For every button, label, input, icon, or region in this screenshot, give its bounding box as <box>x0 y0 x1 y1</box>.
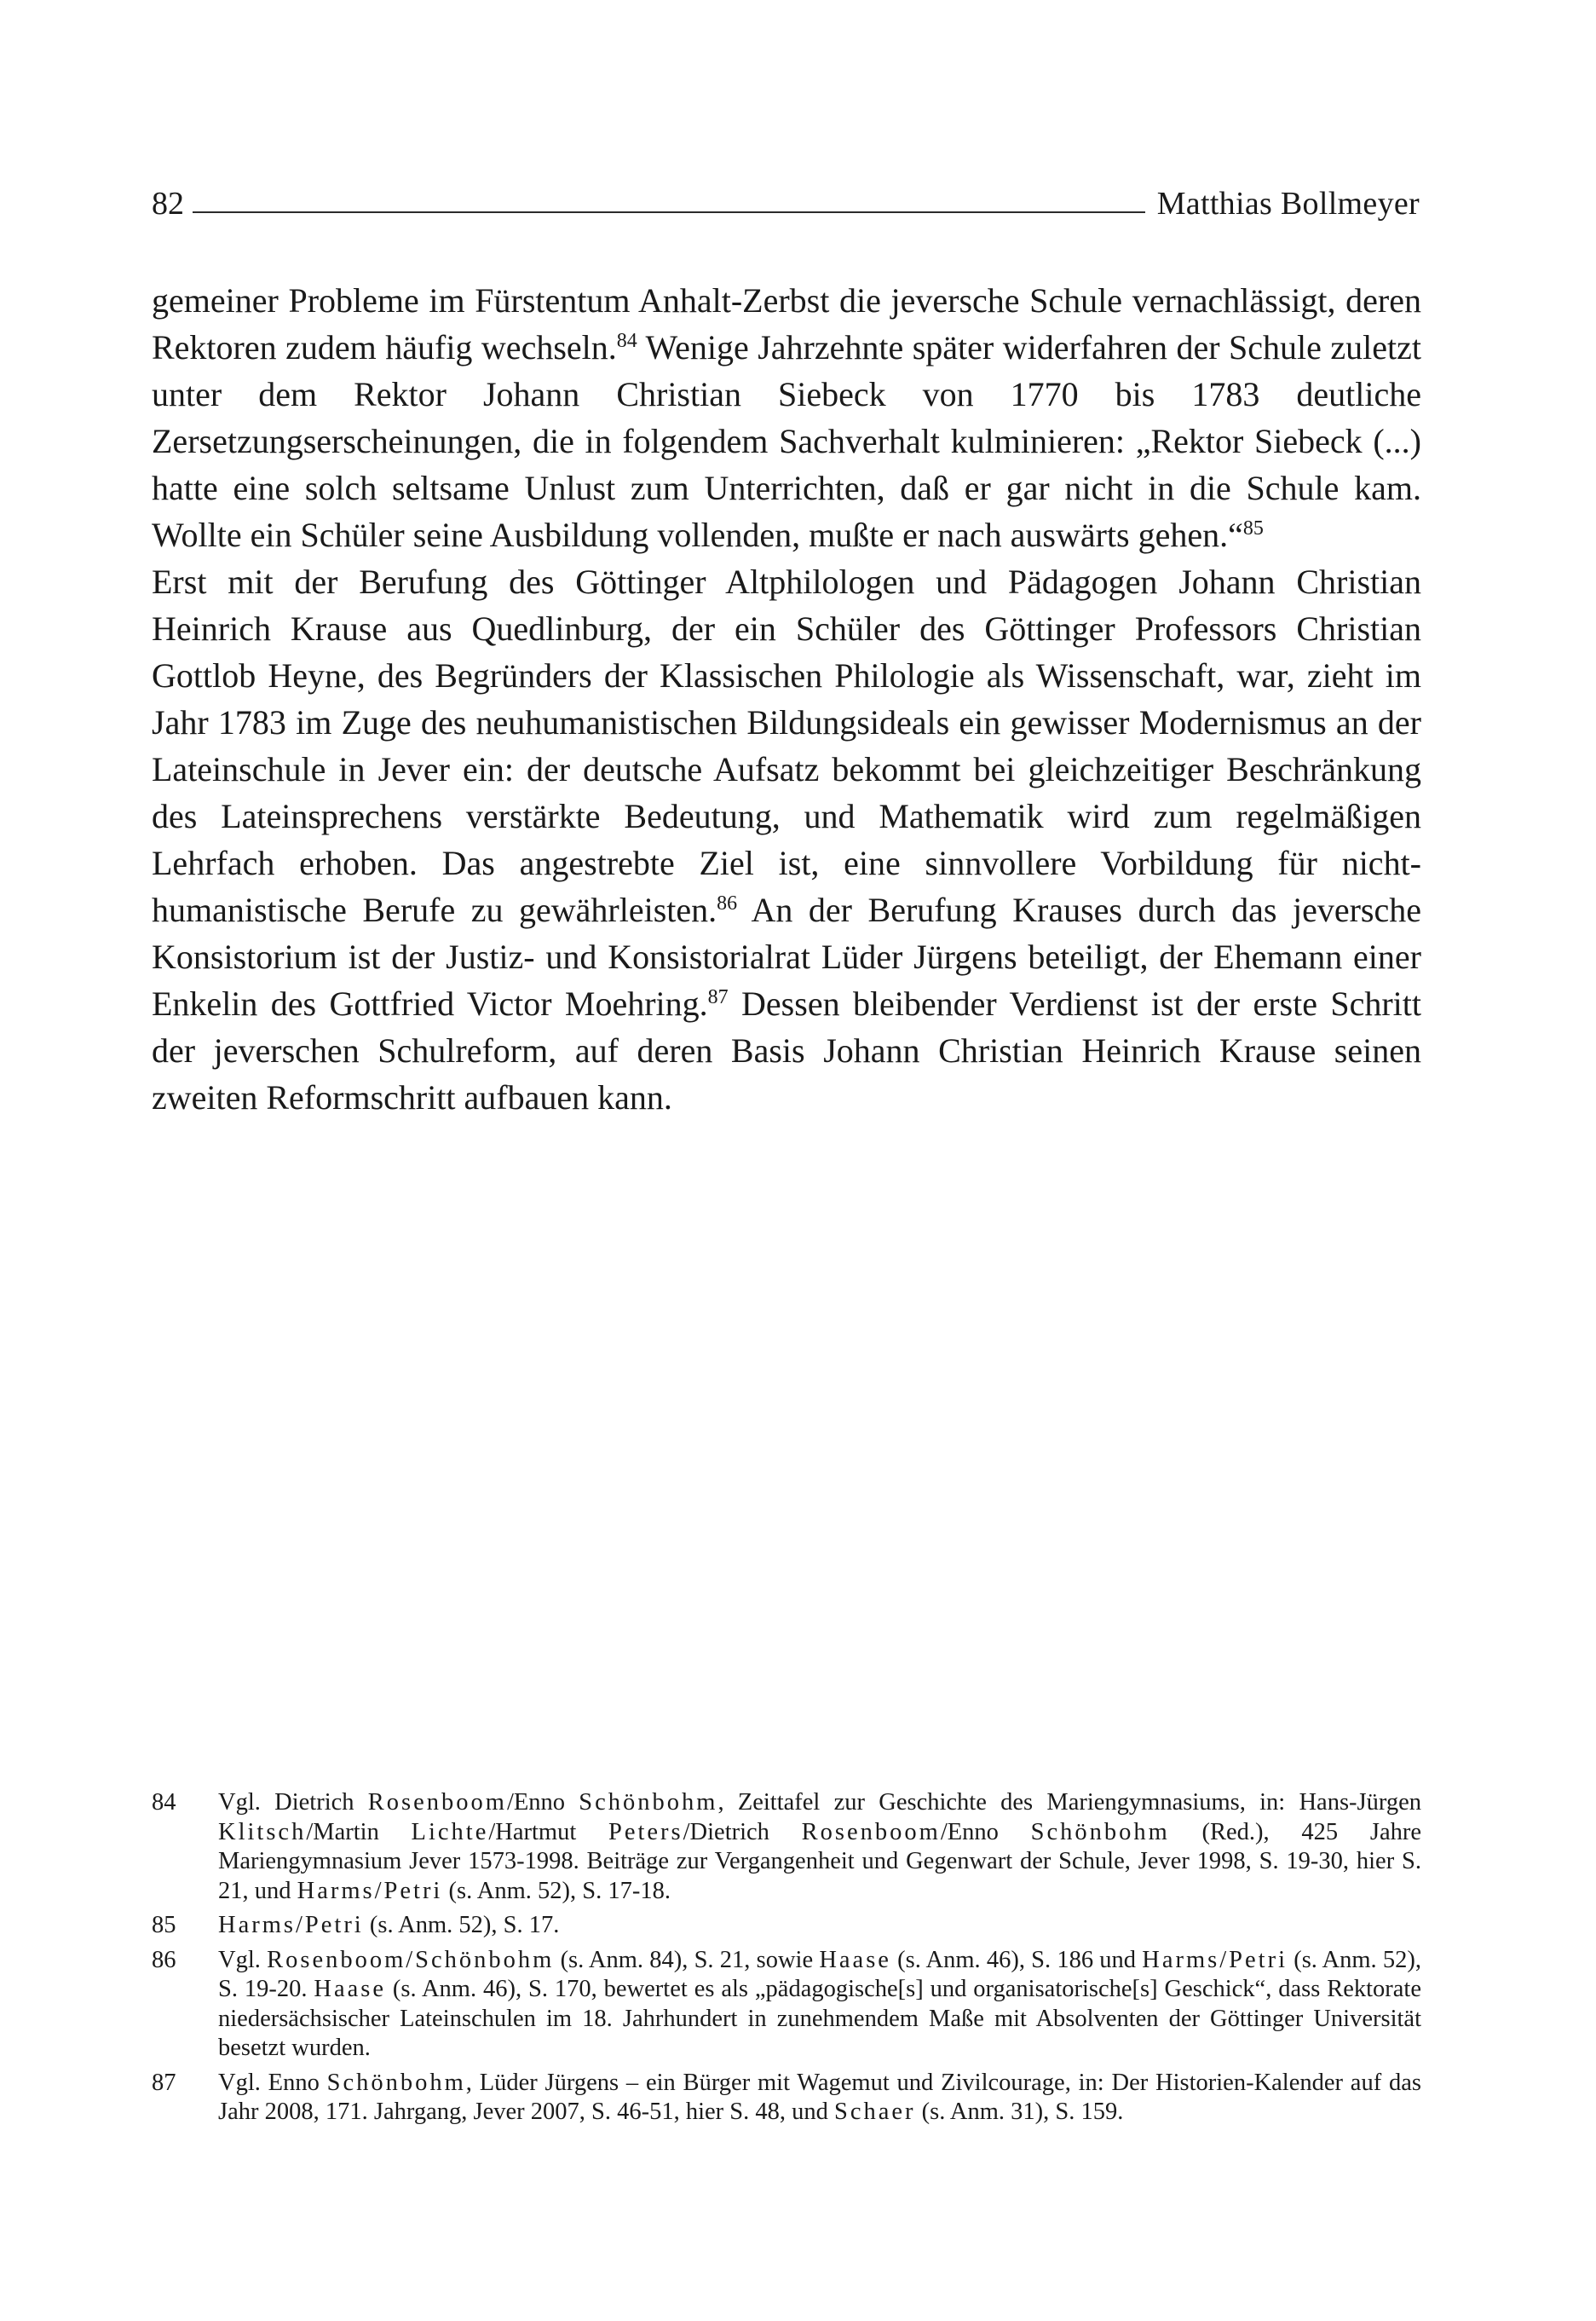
paragraph-2-part-a: Erst mit der Berufung des Göttinger Altphilologen und Pädagogen Johann Christian Heinrich Krause aus Quedlinburg, der ein Schüler des Göttinger Professors Christian Gottlob Heyne, des Begründers der Klassischen Philologie als Wissenschaft, war, zieht im Jahr 1783 im Zuge des neuhumanistischen Bildungsideals ein gewisser Modernismus an der Lateinschule in Jever ein: der deutsche Aufsatz bekommt bei gleichzeitiger Beschränkung des Lateinsprechens verstärkte Bedeutung, und Mathematik wird zum regelmäßigen Lehrfach erhoben. Das angestrebte Ziel ist, eine sinnvollere Vorbildung für nicht-humanistische Berufe zu gewährleisten. <box>152 563 1421 929</box>
fn-author: Harms/Petri <box>297 1877 443 1904</box>
fn-author: Haase <box>819 1946 891 1973</box>
fn-text: /Enno <box>940 1818 1031 1845</box>
fn-author: Peters <box>608 1818 683 1845</box>
fn-author: Schönbohm <box>326 2069 466 2096</box>
footnote-ref-85[interactable]: 85 <box>1242 517 1264 540</box>
footnote-number: 87 <box>152 2069 176 2096</box>
fn-author: Rosenboom <box>367 1789 507 1816</box>
fn-author: Haase <box>314 1976 387 2002</box>
fn-author: Lichte <box>411 1818 489 1845</box>
fn-author: Rosenboom/Schönbohm <box>267 1946 555 1973</box>
fn-text: (s. Anm. 52), S. 17-18. <box>442 1877 671 1904</box>
footnote-number: 85 <box>152 1912 176 1938</box>
paragraph-1 <box>152 277 1421 558</box>
fn-text: Vgl. Dietrich <box>218 1789 368 1816</box>
fn-text: Vgl. <box>218 1946 268 1973</box>
paragraph-2 <box>152 558 1421 1121</box>
header-rule <box>193 211 1145 213</box>
footnotes <box>152 1788 1421 2133</box>
footnote-text <box>218 2069 1421 2128</box>
fn-text: /Hartmut <box>488 1818 608 1845</box>
fn-author: Klitsch <box>218 1818 307 1845</box>
fn-text: , Zeittafel zur Geschichte des Mariengymnasiums, in: Hans-Jürgen <box>717 1789 1421 1816</box>
fn-text: (s. Anm. 46), S. 186 und <box>890 1946 1143 1973</box>
fn-author: Harms/Petri <box>1142 1946 1288 1973</box>
footnote-ref-87[interactable]: 87 <box>707 986 729 1008</box>
fn-text: (Red.), 425 Jahre Mariengymnasium Jever 1573-1998. Beiträge zur Vergangenheit und Gegenwart der Schule, Jever 1998, S. 19-30, hier S. 21, und <box>218 1818 1422 1904</box>
footnote-number: 86 <box>152 1946 176 1973</box>
fn-text: (s. Anm. 52), S. 17. <box>363 1912 560 1938</box>
paragraph-2-part-b: An der Berufung Krauses durch das jeversche Konsistorium ist der Justiz- und Konsistorialrat Lüder Jürgens beteiligt, der Ehemann einer Enkelin des Gottfried Victor Moehring. <box>152 891 1421 1023</box>
fn-text: (s. Anm. 46), S. 170, bewertet es als „pädagogische[s] und organisatorische[s] Geschick“, dass Rektorate niedersächsischer Lateinschulen im 18. Jahrhundert in zunehmendem Maße mit Absolventen der Göttinger Universität besetzt wurden. <box>218 1976 1421 2061</box>
footnote-87 <box>152 2069 1421 2128</box>
footnote-text <box>218 1788 1421 1906</box>
footnote-text <box>218 1911 1421 1941</box>
fn-text: (s. Anm. 31), S. 159. <box>915 2099 1124 2125</box>
fn-text: (s. Anm. 52), S. 19-20. <box>218 1946 1422 2002</box>
fn-text: Vgl. Enno <box>218 2069 327 2096</box>
footnote-84 <box>152 1788 1421 1906</box>
fn-text: /Dietrich <box>683 1818 802 1845</box>
footnote-ref-84[interactable]: 84 <box>616 330 637 352</box>
paragraph-1-part-a: gemeiner Probleme im Fürstentum Anhalt-Zerbst die jeversche Schule vernachlässigt, deren Rektoren zudem häufig wechseln. <box>152 281 1421 367</box>
fn-author: Schönbohm <box>1030 1818 1170 1845</box>
footnote-text <box>218 1946 1421 2064</box>
fn-author: Schönbohm <box>579 1789 718 1816</box>
paragraph-1-part-b: Wenige Jahrzehnte später widerfahren der Schule zuletzt unter dem Rektor Johann Christian Siebeck von 1770 bis 1783 deutliche Zersetzungserscheinungen, die in folgendem Sachverhalt kulminieren: „Rektor Siebeck (...) hatte eine solch seltsame Unlust zum Unterrichten, daß er gar nicht in die Schule kam. Wollte ein Schüler seine Ausbildung vollenden, mußte er nach auswärts gehen.“ <box>152 328 1421 554</box>
header-author: Matthias Bollmeyer <box>1156 186 1420 222</box>
fn-author: Harms/Petri <box>218 1912 364 1938</box>
footnote-86 <box>152 1946 1421 2064</box>
main-text <box>152 277 1421 1121</box>
footnote-85 <box>152 1911 1421 1941</box>
footnote-number: 84 <box>152 1789 176 1816</box>
paragraph-2-part-c: Dessen bleibender Verdienst ist der erste Schritt der jeverschen Schulreform, auf deren Basis Johann Christian Heinrich Krause seinen zweiten Reformschritt aufbauen kann. <box>152 984 1421 1117</box>
fn-text: (s. Anm. 84), S. 21, sowie <box>554 1946 820 1973</box>
fn-text: /Enno <box>506 1789 579 1816</box>
fn-text: /Martin <box>306 1818 412 1845</box>
fn-author: Schaer <box>833 2099 916 2125</box>
footnote-ref-86[interactable]: 86 <box>717 892 738 915</box>
page-number: 82 <box>152 186 184 222</box>
fn-text: , Lüder Jürgens – ein Bürger mit Wagemut und Zivilcourage, in: Der Historien-Kalender auf das Jahr 2008, 171. Jahrgang, Jever 2007, S. 46-51, hier S. 48, und <box>218 2069 1421 2125</box>
fn-author: Rosenboom <box>801 1818 941 1845</box>
running-header <box>152 172 1420 220</box>
